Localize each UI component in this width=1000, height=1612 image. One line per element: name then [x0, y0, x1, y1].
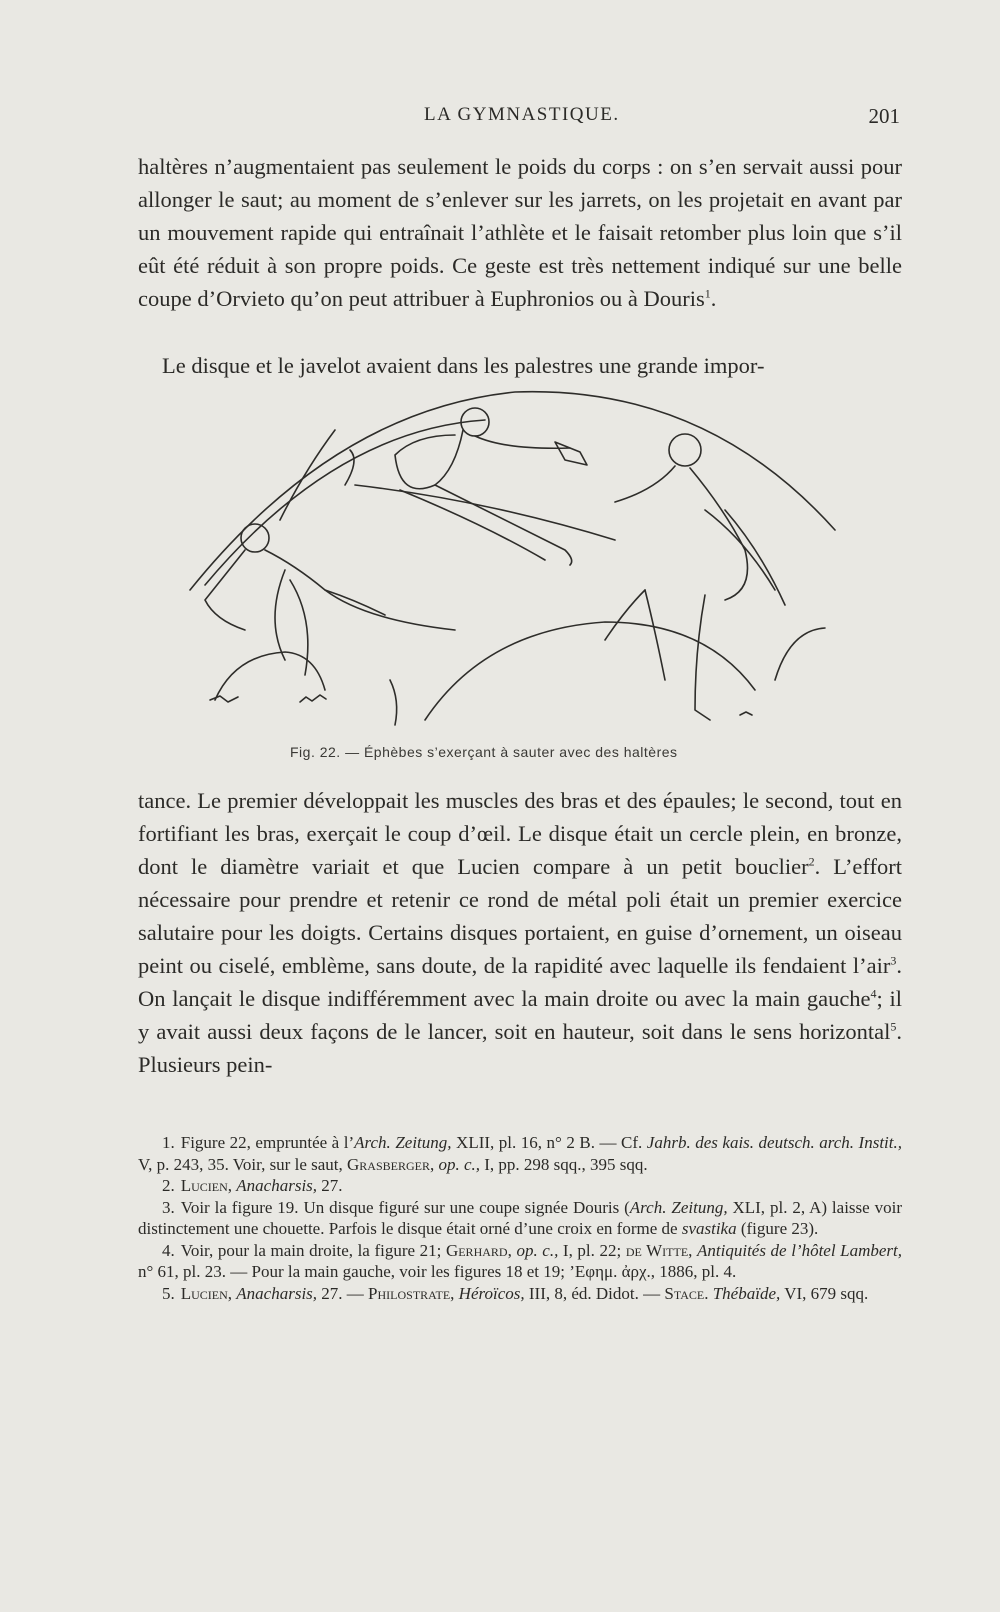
- footnote-author: Gerhard: [445, 1240, 508, 1260]
- footnote-2: [138, 1175, 902, 1197]
- footnote-text: I, pp. 298 sqq., 395 sqq.: [480, 1154, 648, 1174]
- footnote-text: ,: [450, 1283, 459, 1303]
- footnote-text: Héroïcos,: [458, 1283, 525, 1303]
- footnote-text: Voir, pour la main droite, la figure 21;: [180, 1240, 446, 1260]
- footnote-text: ,: [227, 1176, 237, 1195]
- footnote-text: .: [704, 1283, 713, 1303]
- footnote-1: [138, 1132, 902, 1175]
- footnote-text: Jahrb. des kais. deutsch. arch. Instit.,: [646, 1133, 903, 1152]
- footnote-ref[interactable]: 1: [704, 286, 711, 301]
- footnote-text: ,: [688, 1240, 698, 1260]
- footnote-text: svastika: [681, 1219, 737, 1238]
- figure-caption: Fig. 22. — Éphèbes s’exerçant à sauter avec des haltères: [290, 744, 678, 760]
- footnote-author: Philostrate: [368, 1283, 451, 1303]
- footnote-text: Figure 22, empruntée à l’: [180, 1133, 355, 1152]
- footnote-author: Lucien: [180, 1176, 228, 1195]
- page-number: 201: [868, 104, 900, 128]
- footnote-number: 3.: [162, 1197, 175, 1217]
- footnote-ref[interactable]: 5: [890, 1019, 897, 1034]
- footnote-ref[interactable]: 2: [808, 854, 815, 869]
- footnote-text: op. c.,: [438, 1154, 481, 1174]
- footnote-author: Stace: [664, 1283, 705, 1303]
- footnote-author: Grasberger: [347, 1154, 430, 1174]
- footnote-text: Antiquités de l’hôtel Lambert,: [697, 1240, 903, 1260]
- paragraph-haltères: [138, 150, 902, 315]
- footnote-number: 5.: [162, 1283, 175, 1303]
- footnote-4: [138, 1240, 902, 1283]
- footnote-text: ,: [227, 1283, 237, 1303]
- footnote-text: 27. —: [317, 1283, 369, 1303]
- footnote-text: Arch. Zeitung,: [354, 1133, 452, 1152]
- footnote-text: XLI, pl. 2, A) laisse voir distinctement une chouette. Parfois le disque était orné d’une croix en forme de: [138, 1197, 902, 1238]
- footnote-text: Arch. Zeitung,: [629, 1197, 728, 1217]
- footnotes: [138, 1132, 902, 1304]
- running-title: LA GYMNASTIQUE.: [424, 104, 620, 125]
- footnote-text: (figure 23).: [736, 1219, 819, 1238]
- footnote-number: 2.: [162, 1176, 175, 1195]
- paragraph-text: .: [710, 286, 717, 311]
- footnote-text: III, 8, éd. Didot. —: [524, 1283, 665, 1303]
- illustration-jumpers: [185, 390, 855, 740]
- footnote-text: Thébaïde,: [712, 1283, 781, 1303]
- footnote-text: VI, 679 sqq.: [780, 1283, 869, 1303]
- footnote-ref[interactable]: 4: [870, 986, 877, 1001]
- footnote-text: ,: [507, 1240, 517, 1260]
- footnote-text: Anacharsis,: [236, 1176, 318, 1195]
- footnote-author: de Witte: [625, 1240, 689, 1260]
- paragraph-text: . Plusieurs pein-: [138, 1019, 902, 1077]
- footnote-text: I, pl. 22;: [558, 1240, 626, 1260]
- footnote-ref[interactable]: 3: [890, 953, 897, 968]
- footnote-text: Anacharsis,: [236, 1283, 318, 1303]
- footnote-number: 4.: [162, 1240, 175, 1260]
- running-head: [0, 104, 1000, 130]
- paragraph-text: . On lançait le disque indifféremment avec la main droite ou avec la main gauche: [138, 953, 902, 1011]
- footnote-text: XLII, pl. 16, n° 2 B. — Cf.: [451, 1133, 647, 1152]
- paragraph-disque-continued: [138, 784, 902, 1081]
- paragraph-disque-start: Le disque et le javelot avaient dans les palestres une grande impor-: [162, 353, 765, 378]
- footnote-5: [138, 1283, 902, 1305]
- footnote-text: Voir la figure 19. Un disque figuré sur une coupe signée Douris (: [180, 1197, 630, 1217]
- paragraph-text: . L’effort nécessaire pour prendre et retenir ce rond de métal poli était un premier exercice salutaire pour les doigts. Certains disques portaient, en guise d’ornement, un oiseau peint ou ciselé, emblème, sans doute, de la rapidité avec laquelle ils fendaient l’air: [138, 854, 902, 978]
- footnote-author: Lucien: [180, 1283, 228, 1303]
- footnote-text: V, p. 243, 35. Voir, sur le saut,: [138, 1154, 347, 1174]
- paragraph-text: ; il y avait aussi deux façons de le lancer, soit en hauteur, soit dans le sens horizontal: [138, 986, 902, 1044]
- paragraph-text: haltères n’augmentaient pas seulement le poids du corps : on s’en servait aussi pour allonger le saut; au moment de s’enlever sur les jarrets, on les projetait en avant par un mouvement rapide qui entraînait l’athlète et le faisait retomber plus loin que s’il eût été réduit à son propre poids. Ce geste est très nettement indiqué sur une belle coupe d’Orvieto qu’on peut attribuer à Euphronios ou à Douris: [138, 154, 902, 311]
- figure-vase-illustration: [185, 390, 855, 740]
- footnote-text: ,: [429, 1154, 439, 1174]
- footnote-3: [138, 1197, 902, 1240]
- footnote-text: n° 61, pl. 23. — Pour la main gauche, voir les figures 18 et 19; ’Εφημ. ἀρχ., 1886, pl. 4.: [138, 1262, 737, 1281]
- footnote-text: op. c.,: [516, 1240, 559, 1260]
- footnote-number: 1.: [162, 1133, 175, 1152]
- footnote-text: 27.: [317, 1176, 343, 1195]
- paragraph-text: tance. Le premier développait les muscles des bras et des épaules; le second, tout en fortifiant les bras, exerçait le coup d’œil. Le disque était un cercle plein, en bronze, dont le diamètre variait et que Lucien compare à un petit bouclier: [138, 788, 902, 879]
